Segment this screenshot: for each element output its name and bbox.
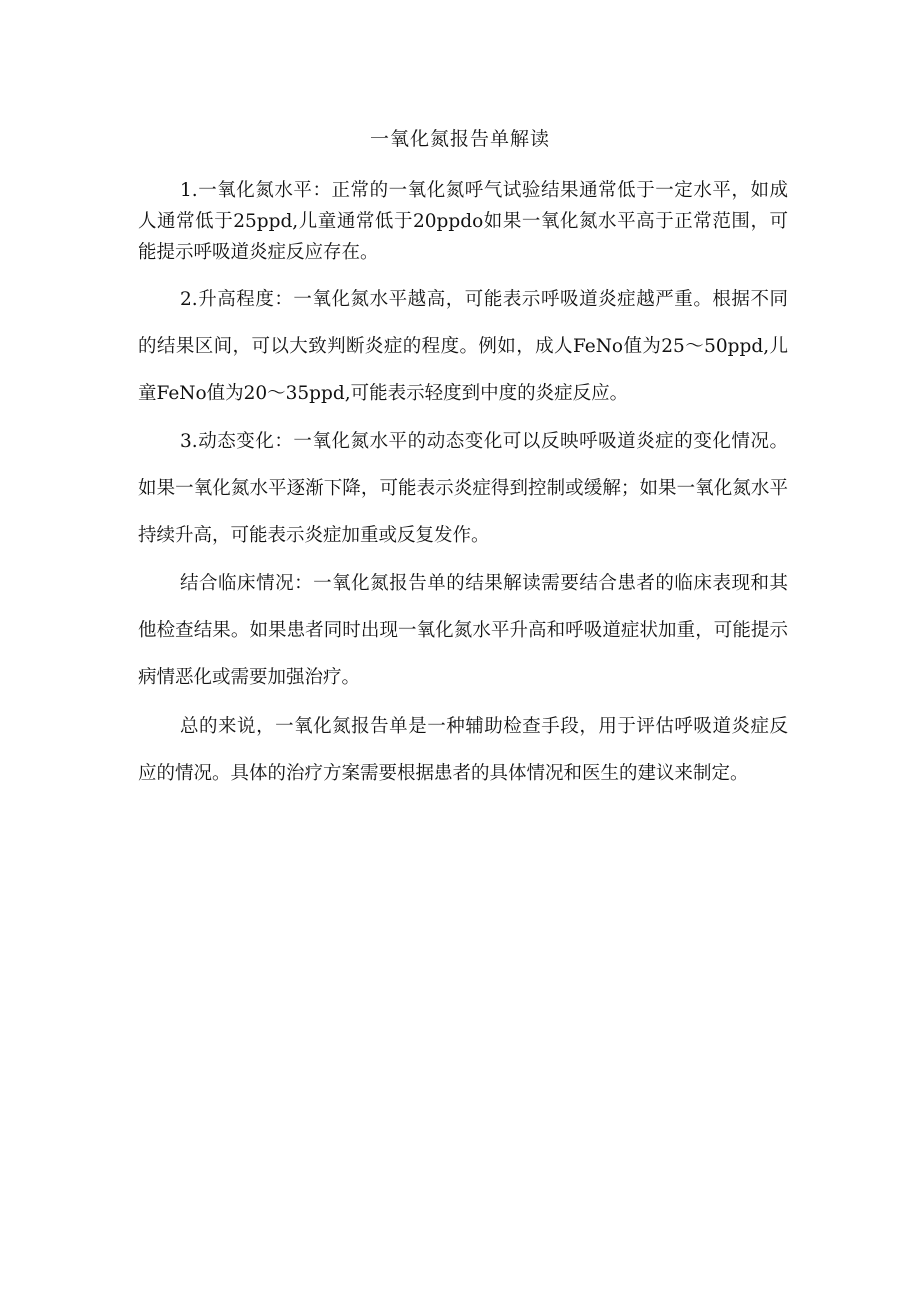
paragraph-summary: 总的来说，一氧化氮报告单是一种辅助检查手段，用于评估呼吸道炎症反应的情况。具体的治疗方案需要根据患者的具体情况和医生的建议来制定。 (138, 716, 788, 784)
paragraph-clinical-context: 结合临床情况：一氧化氮报告单的结果解读需要结合患者的临床表现和其他检查结果。如果患者同时出现一氧化氮水平升高和呼吸道症状加重，可能提示病情恶化或需要加强治疗。 (138, 573, 788, 688)
page-title: 一氧化氮报告单解读 (369, 128, 550, 150)
paragraph-elevation-degree: 2.升高程度：一氧化氮水平越高，可能表示呼吸道炎症越严重。根据不同的结果区间，可以大致判断炎症的程度。例如，成人FeNo值为25～50ppd,儿童FeNo值为20～35ppd,可能表示轻度到中度的炎症反应。 (138, 289, 788, 404)
paragraph-dynamic-change: 3.动态变化：一氧化氮水平的动态变化可以反映呼吸道炎症的变化情况。如果一氧化氮水平逐渐下降，可能表示炎症得到控制或缓解；如果一氧化氮水平持续升高，可能表示炎症加重或反复发作。 (138, 431, 788, 546)
paragraph-nitric-oxide-level: 1.一氧化氮水平：正常的一氧化氮呼气试验结果通常低于一定水平，如成人通常低于25ppd,儿童通常低于20ppdo如果一氧化氮水平高于正常范围，可能提示呼吸道炎症反应存在。 (138, 180, 788, 263)
